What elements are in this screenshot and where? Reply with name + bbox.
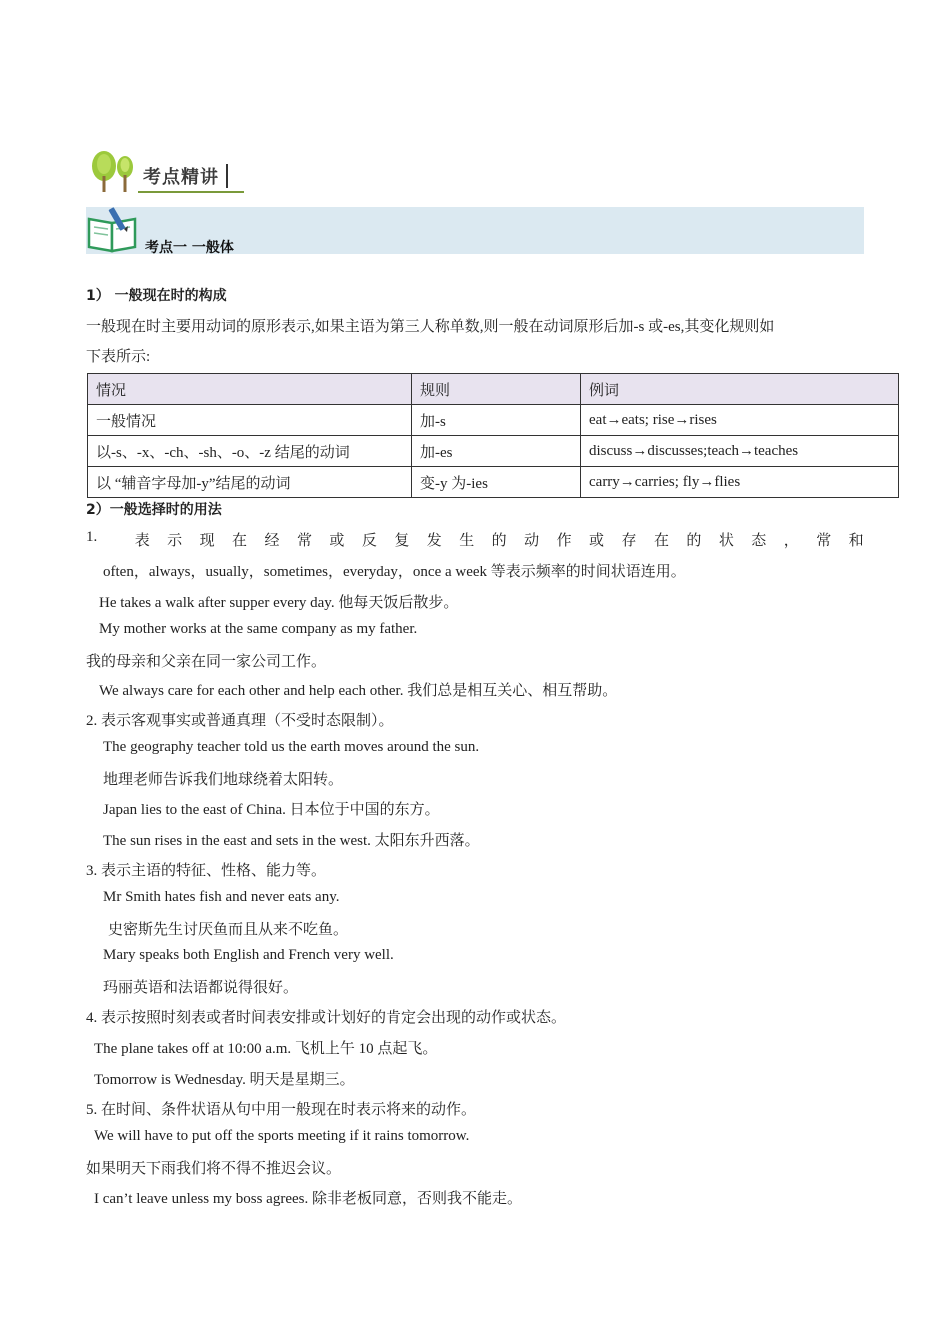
example-translation: 地理老师告诉我们地球绕着太阳转。: [103, 772, 344, 788]
example-sentence: The plane takes off at 10:00 a.m. 飞机上午 10 点起飞。: [94, 1041, 438, 1057]
table-cell: 一般情况: [88, 405, 412, 436]
table-row: [88, 436, 899, 467]
justified-char: 或: [589, 533, 605, 549]
item-number: 1.: [86, 529, 98, 545]
justified-char: 状: [718, 533, 734, 549]
book-pencil-icon: [86, 205, 142, 253]
table-row: [88, 467, 899, 498]
justified-char: 存: [621, 533, 637, 549]
usage-item: 2. 表示客观事实或普通真理（不受时态限制）。: [86, 713, 394, 729]
table-cell: carry→carries; fly→flies: [581, 467, 899, 498]
table-cell: 以-s、-x、-ch、-sh、-o、-z 结尾的动词: [88, 436, 412, 467]
table-cell: 加-s: [412, 405, 581, 436]
banner-underline: [138, 191, 244, 193]
justified-char: 或: [329, 533, 345, 549]
justified-char: 态: [751, 533, 767, 549]
item1-line: [86, 529, 864, 550]
example-sentence: I can’t leave unless my boss agrees. 除非老板同意，否则我不能走。: [94, 1191, 522, 1207]
example-translation: 玛丽英语和法语都说得很好。: [103, 980, 299, 996]
table-cell: 以 “辅音字母加-y”结尾的动词: [88, 467, 412, 498]
justified-char: 作: [556, 533, 572, 549]
example-sentence: The geography teacher told us the earth moves around the sun.: [103, 739, 480, 755]
justified-char: 和: [848, 533, 864, 549]
example-sentence: We will have to put off the sports meeting if it rains tomorrow.: [94, 1128, 470, 1144]
table-header-row: [88, 374, 899, 405]
justified-char: 在: [653, 533, 669, 549]
table-cell: discuss→discusses;teach→teaches: [581, 436, 899, 467]
justified-char: ，: [783, 533, 799, 549]
justified-char: 反: [361, 533, 377, 549]
example-sentence: Mary speaks both English and French very well.: [103, 947, 394, 963]
example-sentence: The sun rises in the east and sets in the west. 太阳东升西落。: [103, 833, 480, 849]
table-header-cell: 例词: [581, 374, 899, 405]
table-header-cell: 规则: [412, 374, 581, 405]
example-sentence: He takes a walk after supper every day. 他每天饭后散步。: [99, 595, 459, 611]
justified-char: 发: [426, 533, 442, 549]
table-cell: eat→eats; rise→rises: [581, 405, 899, 436]
justified-char: 复: [394, 533, 410, 549]
part2-heading: 2）一般选择时的用法: [86, 502, 222, 518]
justified-char: 常: [816, 533, 832, 549]
example-sentence: Japan lies to the east of China. 日本位于中国的东方。: [103, 802, 440, 818]
table-row: [88, 405, 899, 436]
usage-item: 3. 表示主语的特征、性格、能力等。: [86, 863, 327, 879]
item1-continuation: often，always，usually，sometimes，everyday，once a week 等表示频率的时间状语连用。: [103, 564, 686, 580]
justified-char: 动: [524, 533, 540, 549]
table-header-cell: 情况: [88, 374, 412, 405]
example-sentence: Tomorrow is Wednesday. 明天是星期三。: [94, 1072, 355, 1088]
justified-char: 在: [232, 533, 248, 549]
justified-char: 生: [459, 533, 475, 549]
justified-char: 的: [686, 533, 702, 549]
justified-char: 现: [199, 533, 215, 549]
rules-table: [87, 373, 899, 498]
tree-icon: [88, 150, 138, 194]
part1-intro-line2: 下表所示:: [86, 349, 151, 365]
example-translation: 史密斯先生讨厌鱼而且从来不吃鱼。: [108, 922, 349, 938]
example-sentence: We always care for each other and help each other. 我们总是相互关心、相互帮助。: [99, 683, 618, 699]
part1-intro-line1: 一般现在时主要用动词的原形表示,如果主语为第三人称单数,则一般在动词原形后加-s 或-es,其变化规则如: [86, 319, 775, 335]
example-translation: 我的母亲和父亲在同一家公司工作。: [86, 654, 327, 670]
justified-char: 示: [167, 533, 183, 549]
justified-char: 的: [491, 533, 507, 549]
example-translation: 如果明天下雨我们将不得不推迟会议。: [86, 1161, 342, 1177]
usage-item: 5. 在时间、条件状语从句中用一般现在时表示将来的动作。: [86, 1102, 477, 1118]
justified-char: 经: [264, 533, 280, 549]
usage-item: 4. 表示按照时刻表或者时间表安排或计划好的肯定会出现的动作或状态。: [86, 1010, 567, 1026]
justified-char: 常: [296, 533, 312, 549]
justified-char: 表: [134, 533, 150, 549]
example-sentence: Mr Smith hates fish and never eats any.: [103, 889, 340, 905]
table-cell: 加-es: [412, 436, 581, 467]
banner-title: 考点精讲: [143, 167, 219, 188]
table-cell: 变-y 为-ies: [412, 467, 581, 498]
section-title: 考点一 一般体: [145, 240, 234, 256]
part1-heading: 1） 一般现在时的构成: [86, 288, 227, 304]
example-sentence: My mother works at the same company as my father.: [99, 621, 418, 637]
text-cursor: [226, 164, 228, 188]
